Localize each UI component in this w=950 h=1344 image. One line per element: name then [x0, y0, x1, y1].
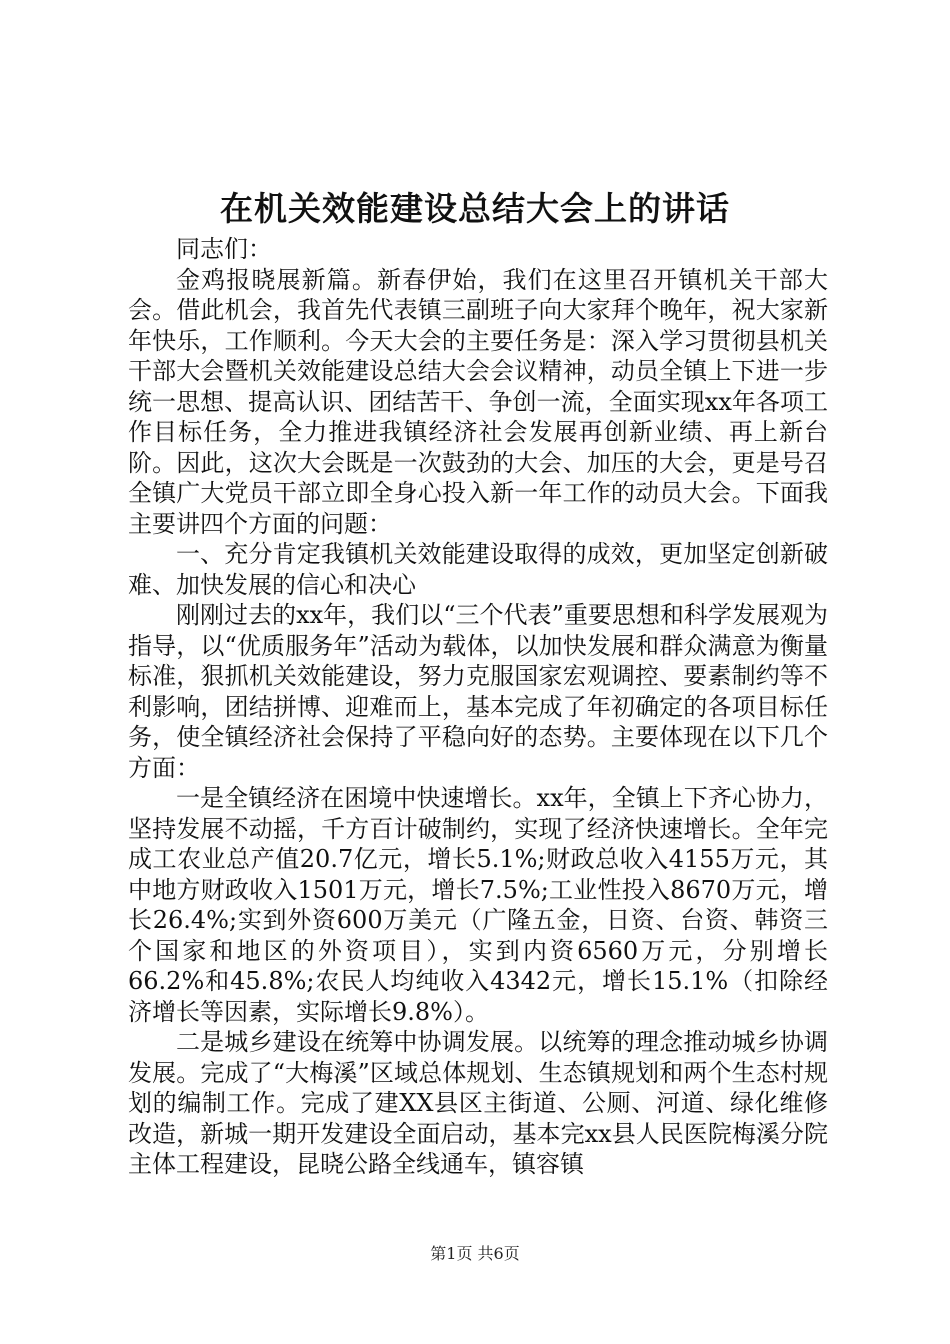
salutation-paragraph: 同志们： — [176, 235, 272, 263]
body-paragraph: 二是城乡建设在统筹中协调发展。以统筹的理念推动城乡协调发展。完成了“大梅溪”区域总体规划、生态镇规划和两个生态村规划的编制工作。完成了建XX县区主街道、公厕、河道、绿化维修改造，新城一期开发建设全面启动，基本完xx县人民医院梅溪分院主体工程建设，昆晓公路全线通车，镇容镇 — [128, 1028, 828, 1178]
body-paragraph: 一是全镇经济在困境中快速增长。xx年，全镇上下齐心协力，坚持发展不动摇，千方百计破制约，实现了经济快速增长。全年完成工农业总产值20.7亿元，增长5.1%;财政总收入4155万元，其中地方财政收入1501万元，增长7.5%;工业性投入8670万元，增长26.4%;实到外资600万美元（广隆五金，日资、台资、韩资三个国家和地区的外资项目），实到内资6560万元，分别增长66.2%和45.8%;农民人均纯收入4342元，增长15.1%（扣除经济增长等因素，实际增长9.8%）。 — [128, 784, 828, 1026]
body-paragraph: 刚刚过去的xx年，我们以“三个代表”重要思想和科学发展观为指导，以“优质服务年”活动为载体，以加快发展和群众满意为衡量标准，狠抓机关效能建设，努力克服国家宏观调控、要素制约等不利影响，团结拼博、迎难而上，基本完成了年初确定的各项目标任务，使全镇经济社会保持了平稳向好的态势。主要体现在以下几个方面： — [128, 601, 828, 782]
section-heading-paragraph: 一、充分肯定我镇机关效能建设取得的成效，更加坚定创新破难、加快发展的信心和决心 — [128, 540, 828, 599]
document-title: 在机关效能建设总结大会上的讲话 — [220, 189, 730, 228]
body-paragraph: 金鸡报晓展新篇。新春伊始，我们在这里召开镇机关干部大会。借此机会，我首先代表镇三副班子向大家拜个晚年，祝大家新年快乐，工作顺利。今天大会的主要任务是：深入学习贯彻县机关干部大会暨机关效能建设总结大会会议精神，动员全镇上下进一步统一思想、提高认识、团结苦干、争创一流，全面实现xx年各项工作目标任务，全力推进我镇经济社会发展再创新业绩、再上新台阶。因此，这次大会既是一次鼓劲的大会、加压的大会，更是号召全镇广大党员干部立即全身心投入新一年工作的动员大会。下面我主要讲四个方面的问题： — [128, 265, 828, 538]
page-number-footer: 第1页 共6页 — [430, 1244, 520, 1263]
document-body — [128, 234, 828, 1180]
